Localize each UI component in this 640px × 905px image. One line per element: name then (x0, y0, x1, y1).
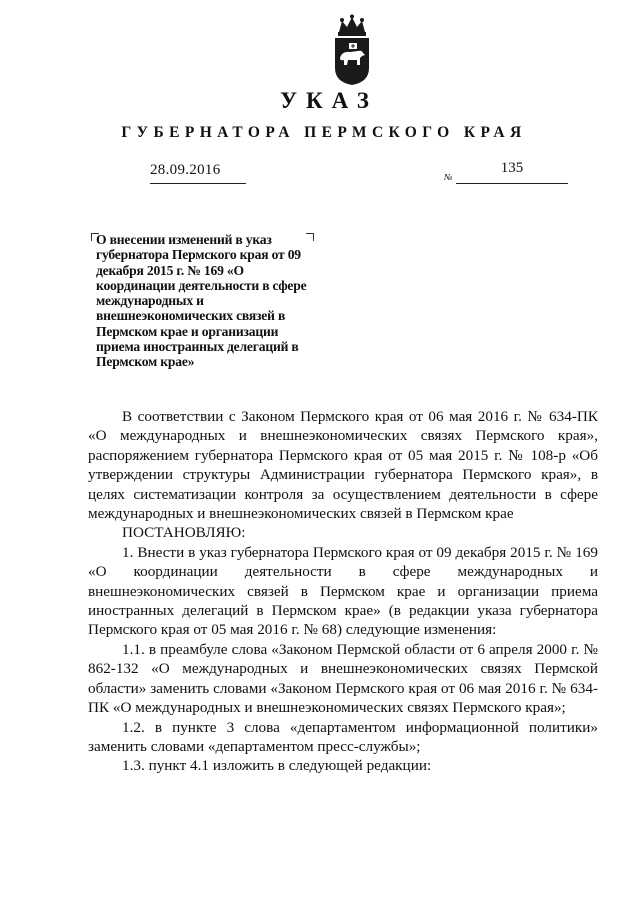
date-underline (150, 183, 246, 184)
number-underline (456, 183, 568, 184)
decree-title: УКАЗ (280, 88, 378, 113)
document-date: 28.09.2016 (150, 162, 221, 178)
resolve-heading: ПОСТАНОВЛЯЮ: (122, 524, 246, 542)
document-body (88, 407, 598, 776)
number-sign: № (444, 172, 453, 182)
item-1-2-paragraph: 1.2. в пункте 3 слова «департаментом информационной политики» заменить словами «департаментом пресс-службы»; (88, 718, 598, 755)
perm-krai-coat-of-arms-icon (334, 14, 370, 86)
issuer-title: ГУБЕРНАТОРА ПЕРМСКОГО КРАЯ (121, 124, 527, 141)
document-number: 135 (500, 160, 524, 176)
document-subject: О внесении изменений в указ губернатора Пермского края от 09 декабря 2015 г. № 169 «О координации деятельности в сфере международных и внешнеэкономических связей в Пермском крае и организации приема иностранных делегаций в Пермском крае» (96, 232, 307, 370)
preamble-paragraph: В соответствии с Законом Пермского края от 06 мая 2016 г. № 634-ПК «О международных и внешнеэкономических связях Пермского края», распоряжением губернатора Пермского края от 05 мая 2015 г. № 108-р «Об утверждении структуры Администрации губернатора Пермского края», в целях систематизации контроля за осуществлением деятельности в сфере международных и внешнеэкономических связей в Пермском крае (88, 408, 598, 523)
item-1-3-paragraph: 1.3. пункт 4.1 изложить в следующей редакции: (122, 757, 432, 775)
item-1-paragraph: 1. Внести в указ губернатора Пермского края от 09 декабря 2015 г. № 169 «О координации деятельности в сфере международных и внешнеэкономических связей в Пермском крае и организации приема иностранных делегаций в Пермском крае» (в редакции указа губернатора Пермского края от 05 мая 2016 г. № 68) следующие изменения: (88, 543, 598, 639)
item-1-1-paragraph: 1.1. в преамбуле слова «Законом Пермской области от 6 апреля 2000 г. № 862-132 «О международных и внешнеэкономических связях Пермской области» заменить словами «Законом Пермского края от 06 мая 2016 г. № 634-ПК «О международных и внешнеэкономических связях Пермского края»; (88, 640, 598, 717)
